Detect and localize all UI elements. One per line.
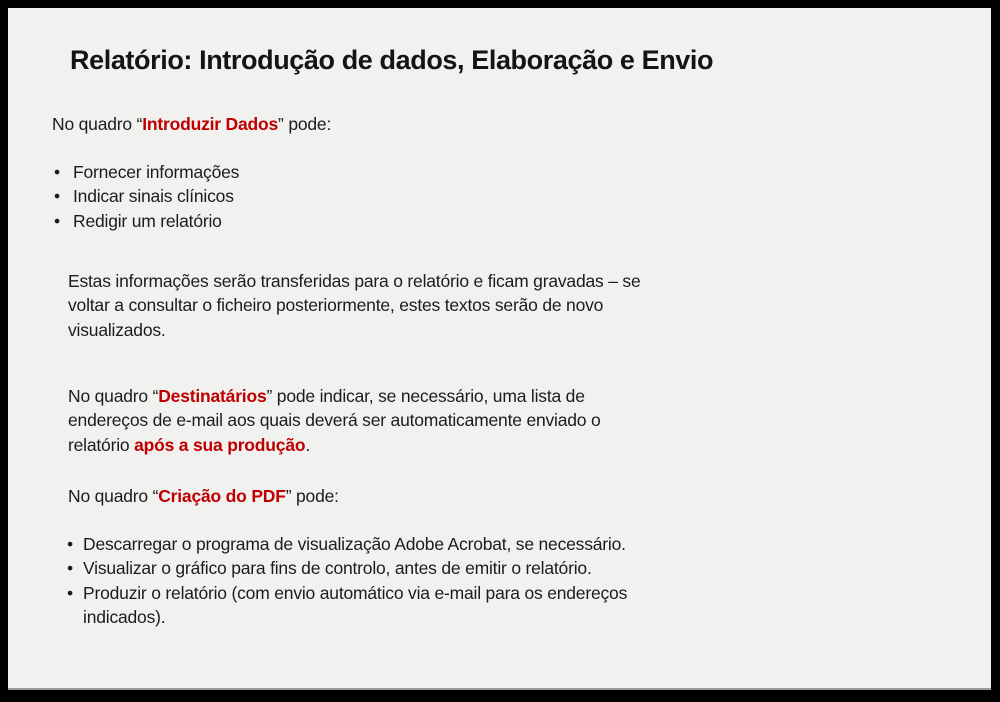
recipients-text-line3-pre: relatório — [68, 434, 135, 455]
list-item-label: Descarregar o programa de visualização Adobe Acrobat, se necessário. — [83, 534, 626, 554]
bullet-icon: • — [67, 534, 73, 554]
bullet-icon: • — [54, 210, 60, 231]
list-item — [54, 160, 754, 184]
list-item-label: Fornecer informações — [73, 162, 240, 182]
list-item — [67, 581, 692, 630]
pdf-text-pre: No quadro “ — [68, 486, 159, 506]
slide-title: Relatório: Introdução de dados, Elaboração e Envio — [70, 45, 714, 76]
bullet-icon: • — [54, 186, 60, 207]
bullet-icon: • — [54, 162, 60, 182]
list-item-label: Indicar sinais clínicos — [73, 186, 234, 207]
recipients-text-pre: No quadro “ — [68, 386, 159, 406]
list-item — [67, 556, 692, 580]
transfer-line-1: Estas informações serão transferidas para o relatório e ficam gravadas – se — [68, 271, 641, 291]
list-item-label: Produzir o relatório (com envio automático via e-mail para os endereços indicados). — [83, 582, 628, 627]
pdf-text-post: ” pode: — [285, 486, 339, 506]
intro-text-post: ” pode: — [278, 114, 332, 134]
transfer-paragraph — [68, 269, 641, 342]
intro-text-pre: No quadro “ — [52, 114, 143, 134]
bullet-icon: • — [67, 582, 73, 603]
recipients-text-line3-post: . — [305, 434, 311, 455]
transfer-line-2: voltar a consultar o ficheiro posteriormente, estes textos serão de novo — [68, 295, 604, 316]
pdf-highlight-criacao-pdf: Criação do PDF — [158, 486, 286, 506]
recipients-line-3 — [68, 433, 601, 457]
list-item — [54, 184, 754, 208]
pdf-bullet-list — [67, 532, 692, 629]
recipients-text-post: ” pode indicar, se necessário, uma lista de — [266, 386, 585, 406]
recipients-highlight-destinatarios: Destinatários — [158, 386, 267, 406]
intro-paragraph — [52, 112, 331, 136]
recipients-line-1 — [68, 384, 601, 408]
intro-bullet-list — [54, 160, 754, 233]
slide-canvas — [8, 8, 991, 688]
list-item-label: Redigir um relatório — [73, 210, 222, 231]
list-item — [67, 532, 692, 556]
list-item-label: Visualizar o gráfico para fins de controlo, antes de emitir o relatório. — [83, 558, 592, 579]
recipients-highlight-apos-producao: após a sua produção — [134, 434, 306, 455]
bullet-icon: • — [67, 558, 73, 579]
transfer-line-3: visualizados. — [68, 319, 166, 340]
intro-highlight-introduzir-dados: Introduzir Dados — [142, 114, 279, 134]
list-item — [54, 209, 754, 233]
recipients-line-2: endereços de e-mail aos quais deverá ser automaticamente enviado o — [68, 410, 601, 431]
pdf-paragraph — [68, 484, 339, 508]
recipients-paragraph — [68, 384, 601, 457]
